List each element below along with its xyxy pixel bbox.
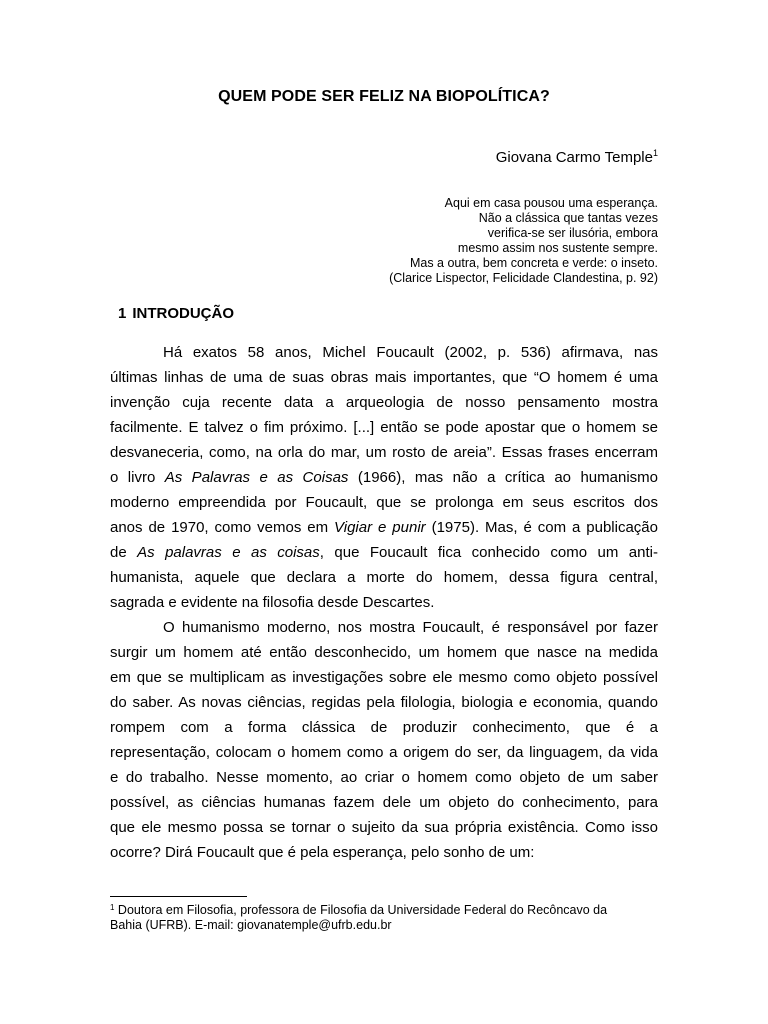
paragraph-line: do saber. As novas ciências, regidas pela filologia, biologia e economia, quando (110, 694, 658, 711)
paragraph-line: últimas linhas de uma de suas obras mais importantes, que “O homem é uma (110, 369, 658, 386)
footnote-separator (110, 896, 247, 897)
paragraph-line: invenção cuja recente data a arqueologia de nosso pensamento mostra (110, 394, 658, 411)
document-title: QUEM PODE SER FELIZ NA BIOPOLÍTICA? (218, 88, 550, 105)
paragraph-line: rompem com a forma clássica de produzir conhecimento, que é a (110, 719, 658, 736)
paragraph-line: surgir um homem até então desconhecido, um homem que nasce na medida (110, 644, 658, 661)
epigraph-line: Aqui em casa pousou uma esperança. (444, 196, 658, 210)
paragraph-line: humanista, aquele que declara a morte do homem, dessa figura central, (110, 569, 658, 586)
text-run: anos de 1970, como vemos em (110, 519, 335, 536)
epigraph-line: verifica-se ser ilusória, embora (487, 226, 658, 240)
paragraph-line (110, 540, 658, 565)
epigraph-line: mesmo assim nos sustente sempre. (457, 241, 658, 255)
paragraph-line: sagrada e evidente na filosofia desde Descartes. (110, 594, 435, 611)
paragraph-line: e do trabalho. Nesse momento, ao criar o homem como objeto de um saber (110, 769, 658, 786)
paragraph-line: ocorre? Dirá Foucault que é pela esperança, pelo sonho de um: (110, 844, 535, 861)
footnote-marker: 1 (110, 903, 115, 912)
paragraph-line: Há exatos 58 anos, Michel Foucault (2002, p. 536) afirmava, nas (163, 344, 658, 361)
paragraph-line: representação, colocam o homem como a origem do ser, da linguagem, da vida (110, 744, 658, 761)
footnote (110, 900, 658, 933)
text-run: de (110, 544, 138, 561)
author-footnote-ref[interactable]: 1 (652, 148, 658, 158)
section-title: INTRODUÇÃO (132, 305, 235, 322)
paragraph-line: moderno empreendida por Foucault, que se prolonga em seus escritos dos (110, 494, 658, 511)
book-title-italic: As Palavras e as Coisas (164, 469, 349, 486)
paragraph-line: em que se multiplicam as investigações sobre ele mesmo como objeto possível (110, 669, 658, 686)
text-run: (1975). Mas, é com a publicação (425, 519, 658, 536)
text-run: , que Foucault fica conhecido como um anti- (319, 544, 658, 561)
footnote-line: Bahia (UFRB). E-mail: giovanatemple@ufrb.edu.br (110, 918, 392, 932)
epigraph-citation: (Clarice Lispector, Felicidade Clandestina, p. 92) (389, 271, 658, 285)
paragraph-line (110, 515, 658, 540)
paragraph-line: possível, as ciências humanas fazem dele um objeto do conhecimento, para (110, 794, 658, 811)
text-run: (1966), mas não a crítica ao humanismo (348, 469, 658, 486)
paragraph-line (110, 465, 658, 490)
document-page (110, 0, 658, 1024)
body-text (110, 340, 658, 865)
paragraph-line: O humanismo moderno, nos mostra Foucault, é responsável por fazer (163, 619, 658, 636)
author-name: Giovana Carmo Temple (495, 149, 653, 166)
paragraph-line: que ele mesmo possa se tornar o sujeito da sua própria existência. Como isso (110, 819, 658, 836)
book-title-italic: Vigiar e punir (334, 519, 426, 536)
book-title-italic: As palavras e as coisas (137, 544, 320, 561)
epigraph (338, 196, 658, 286)
epigraph-line: Mas a outra, bem concreta e verde: o inseto. (409, 256, 658, 270)
footnote-text: Doutora em Filosofia, professora de Filosofia da Universidade Federal do Recôncavo da (114, 903, 608, 917)
section-number: 1 (118, 305, 127, 322)
paragraph-line: facilmente. E talvez o fim próximo. [...] então se pode apostar que o homem se (110, 419, 658, 436)
section-heading (118, 305, 234, 322)
text-run: o livro (110, 469, 165, 486)
footnote-line (110, 900, 658, 918)
paragraph-line: desvaneceria, como, na orla do mar, um rosto de areia”. Essas frases encerram (110, 444, 658, 461)
author-line (496, 148, 658, 166)
epigraph-line: Não a clássica que tantas vezes (478, 211, 658, 225)
